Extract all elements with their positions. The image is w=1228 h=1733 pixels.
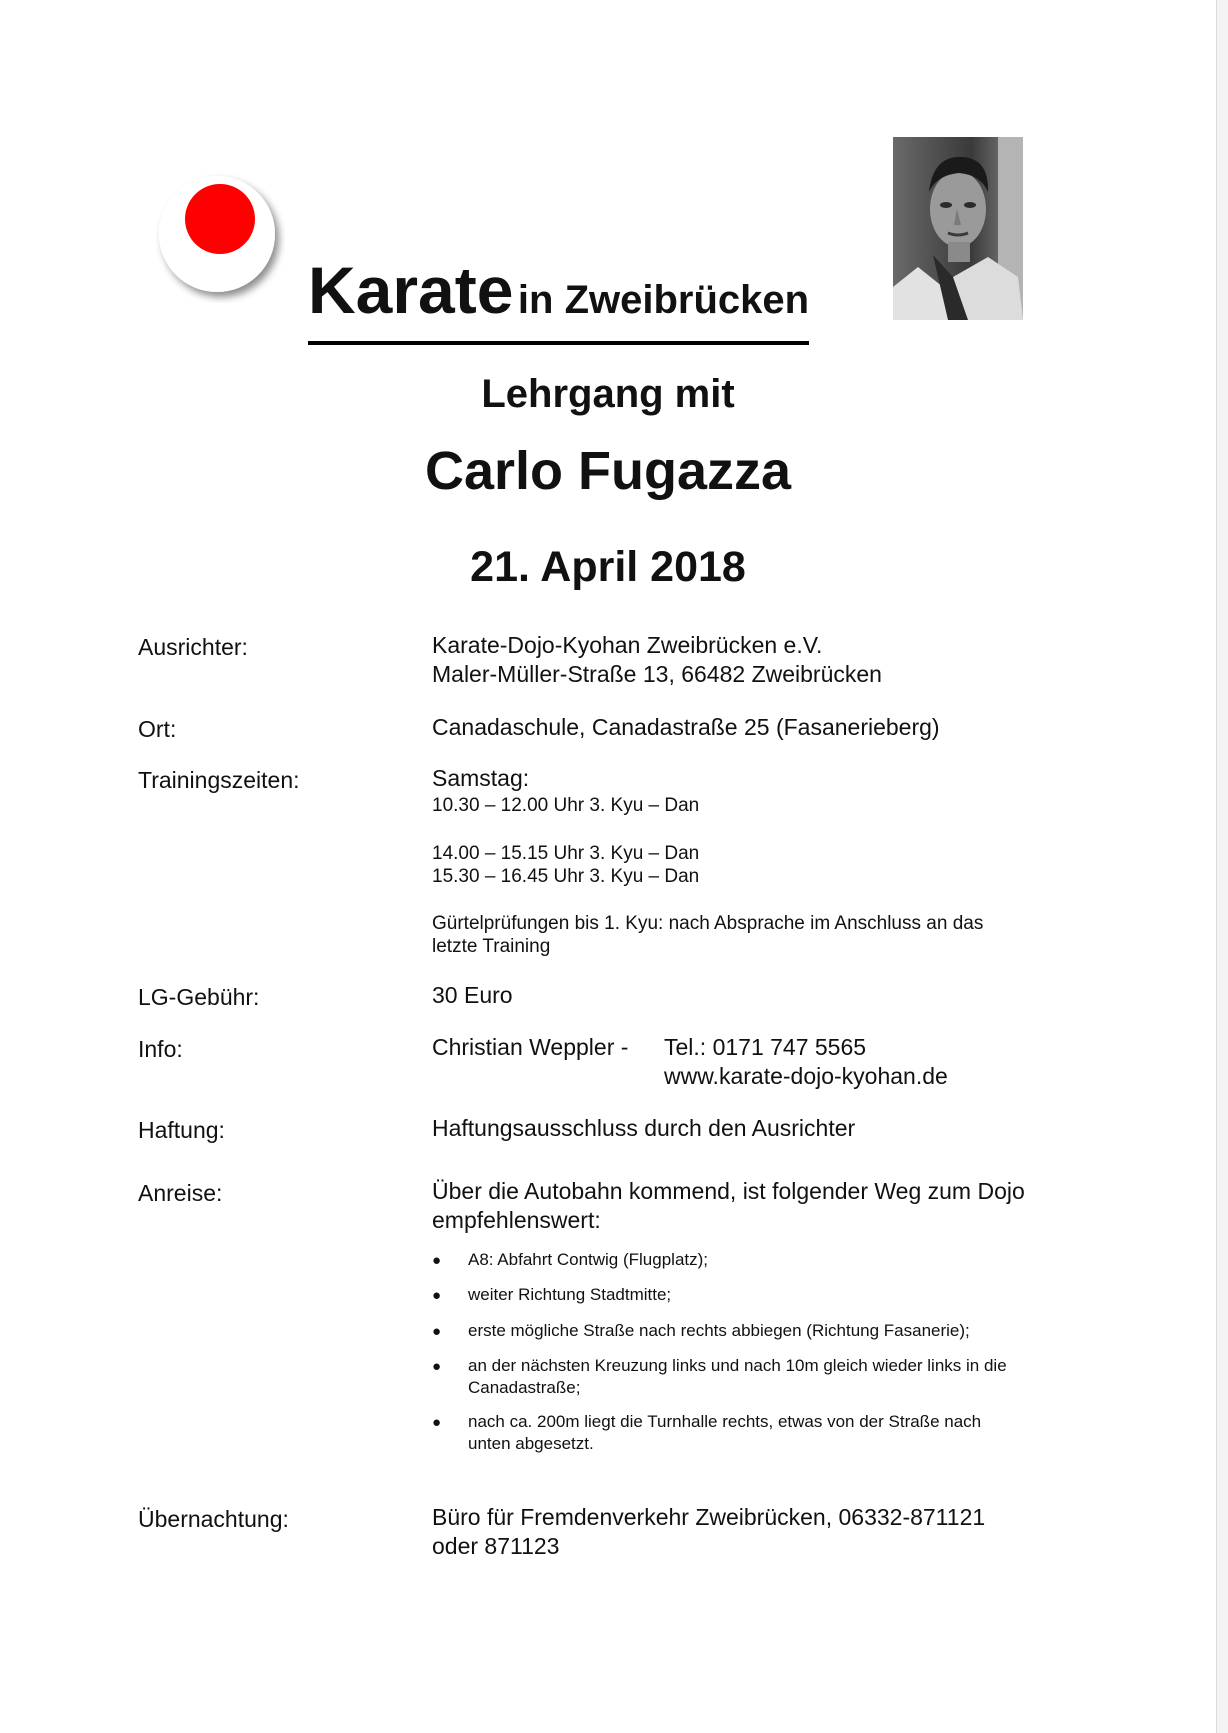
anreise-intro-line2: empfehlenswert: [432, 1207, 601, 1233]
course-heading: Lehrgang mit [481, 372, 735, 416]
bullet-dot: ● [432, 1287, 442, 1304]
training-session: 10.30 – 12.00 Uhr 3. Kyu – Dan [432, 795, 700, 816]
bullet-dot: ● [432, 1323, 442, 1340]
ausrichter-line2: Maler-Müller-Straße 13, 66482 Zweibrücken [432, 661, 882, 687]
bullet-dot: ● [432, 1252, 442, 1269]
page-edge [1216, 0, 1228, 1733]
label-info: Info: [138, 1036, 183, 1062]
anreise-bullet: weiter Richtung Stadtmitte; [468, 1285, 672, 1304]
label-haftung: Haftung: [138, 1117, 225, 1143]
bullet-dot: ● [432, 1414, 442, 1431]
label-ort: Ort: [138, 716, 177, 742]
instructor-photo [893, 137, 1023, 320]
instructor-name: Carlo Fugazza [424, 441, 792, 501]
label-uebernachtung: Übernachtung: [138, 1506, 289, 1532]
bullet-dot: ● [432, 1358, 442, 1375]
anreise-bullet-cont: unten abgesetzt. [468, 1434, 594, 1453]
info-name: Christian Weppler - [432, 1034, 629, 1060]
label-gebuehr: LG-Gebühr: [138, 984, 260, 1010]
ausrichter-line1: Karate-Dojo-Kyohan Zweibrücken e.V. [432, 632, 823, 658]
page-title [308, 253, 810, 345]
anreise-bullet: erste mögliche Straße nach rechts abbiegen (Richtung Fasanerie); [468, 1321, 970, 1340]
haftung-value: Haftungsausschluss durch den Ausrichter [432, 1115, 856, 1141]
training-session: 14.00 – 15.15 Uhr 3. Kyu – Dan [432, 843, 700, 864]
uebernachtung-line1: Büro für Fremdenverkehr Zweibrücken, 06332-871121 [432, 1504, 986, 1530]
anreise-bullet: nach ca. 200m liegt die Turnhalle rechts, etwas von der Straße nach [468, 1412, 982, 1431]
training-day: Samstag: [432, 765, 530, 791]
anreise-bullet-cont: Canadastraße; [468, 1378, 581, 1397]
anreise-bullet: A8: Abfahrt Contwig (Flugplatz); [468, 1250, 709, 1269]
label-anreise: Anreise: [138, 1180, 223, 1206]
title-location: in Zweibrücken [517, 278, 810, 322]
training-session: 15.30 – 16.45 Uhr 3. Kyu – Dan [432, 866, 700, 887]
anreise-intro-line1: Über die Autobahn kommend, ist folgender Weg zum Dojo [432, 1178, 1025, 1204]
gebuehr-value: 30 Euro [432, 982, 513, 1008]
anreise-bullet: an der nächsten Kreuzung links und nach 10m gleich wieder links in die [468, 1356, 1007, 1375]
info-tel: Tel.: 0171 747 5565 [664, 1034, 867, 1060]
training-note-line1: Gürtelprüfungen bis 1. Kyu: nach Absprache im Anschluss an das [432, 913, 984, 934]
label-trainingszeiten: Trainingszeiten: [138, 767, 300, 793]
title-karate: Karate [308, 253, 514, 327]
karate-logo [155, 173, 285, 303]
info-website: www.karate-dojo-kyohan.de [664, 1063, 948, 1089]
event-date: 21. April 2018 [470, 543, 746, 591]
training-note-line2: letzte Training [432, 936, 551, 957]
ort-value: Canadaschule, Canadastraße 25 (Fasanerieberg) [432, 714, 940, 740]
label-ausrichter: Ausrichter: [138, 634, 248, 660]
uebernachtung-line2: oder 871123 [432, 1533, 560, 1559]
